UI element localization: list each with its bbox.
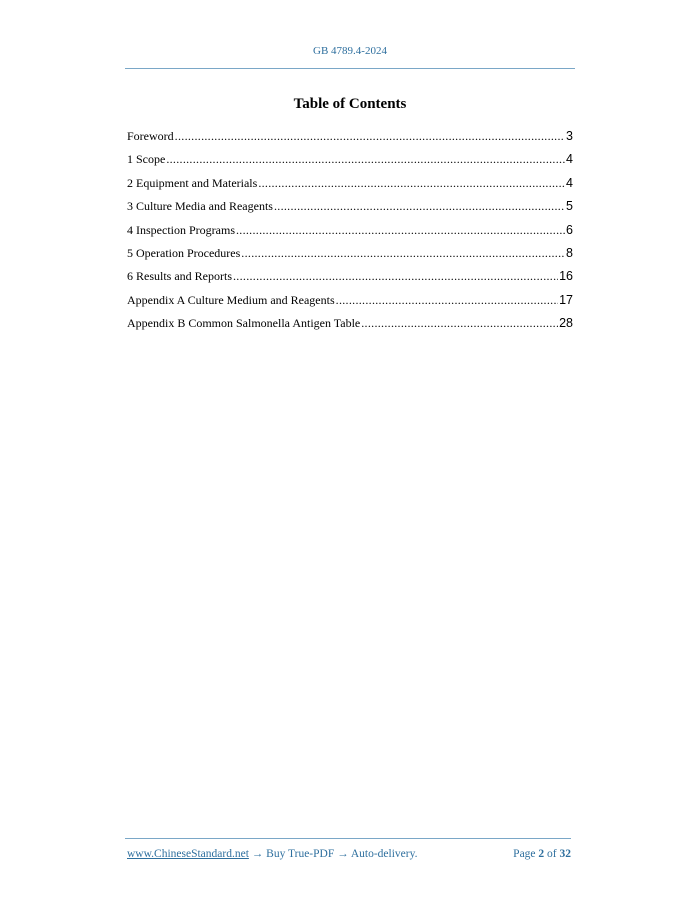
toc-entry-page: 6 (566, 222, 573, 237)
toc-title: Table of Contents (293, 96, 407, 112)
toc-entry-label: Foreword (127, 129, 174, 143)
toc-entry-page: 28 (559, 316, 573, 331)
toc-entry-label: 6 Results and Reports (127, 269, 232, 284)
toc-entry-inspection-programs[interactable] (127, 220, 573, 243)
toc-entry-label: Appendix B Common Salmonella Antigen Table (127, 316, 361, 331)
toc-entry-operation-procedures[interactable] (127, 243, 573, 266)
toc-entry-results-reports[interactable] (127, 266, 573, 289)
toc-entry-foreword[interactable] (127, 126, 573, 149)
toc-entry-label: 3 Culture Media and Reagents (127, 199, 273, 214)
footer-page-indicator (513, 848, 571, 860)
toc-entry-appendix-b[interactable] (127, 313, 573, 336)
toc-entry-label: 1 Scope (127, 152, 166, 167)
toc-entry-label: 4 Inspection Programs (127, 222, 235, 237)
toc-dot-leader (166, 149, 565, 169)
toc-entry-page: 17 (559, 292, 573, 307)
toc-entry-label: Appendix A Culture Medium and Reagents (127, 292, 335, 307)
toc-list (127, 126, 573, 337)
footer-tagline: → Buy True-PDF → Auto-delivery. (248, 848, 418, 860)
toc-entry-page: 16 (559, 269, 573, 284)
toc-entry-page: 8 (566, 245, 573, 260)
footer-site-link[interactable]: www.ChineseStandard.net (127, 848, 249, 860)
footer-divider (125, 838, 571, 839)
toc-dot-leader (233, 266, 558, 286)
toc-entry-page: 5 (566, 199, 573, 214)
footer-page-total: 32 (559, 848, 571, 860)
toc-entry-page: 3 (566, 129, 573, 143)
toc-entry-culture-media[interactable] (127, 196, 573, 219)
page-footer (127, 848, 571, 860)
footer-page-of: of (547, 848, 557, 860)
footer-page-current: 2 (538, 848, 545, 860)
toc-entry-scope[interactable] (127, 149, 573, 172)
toc-entry-page: 4 (566, 175, 573, 190)
toc-dot-leader (274, 196, 565, 216)
toc-entry-label: 2 Equipment and Materials (127, 175, 258, 190)
toc-dot-leader (258, 173, 565, 193)
toc-dot-leader (241, 243, 565, 263)
header-divider (125, 68, 575, 69)
toc-dot-leader (361, 313, 558, 333)
toc-entry-appendix-a[interactable] (127, 290, 573, 313)
running-header-title: GB 4789.4-2024 (313, 45, 387, 57)
toc-dot-leader (236, 220, 565, 240)
toc-dot-leader (336, 290, 558, 310)
toc-entry-page: 4 (566, 152, 573, 167)
toc-entry-label: 5 Operation Procedures (127, 245, 241, 260)
toc-entry-equipment[interactable] (127, 173, 573, 196)
footer-page-label: Page (513, 848, 536, 860)
toc-dot-leader (175, 126, 565, 146)
